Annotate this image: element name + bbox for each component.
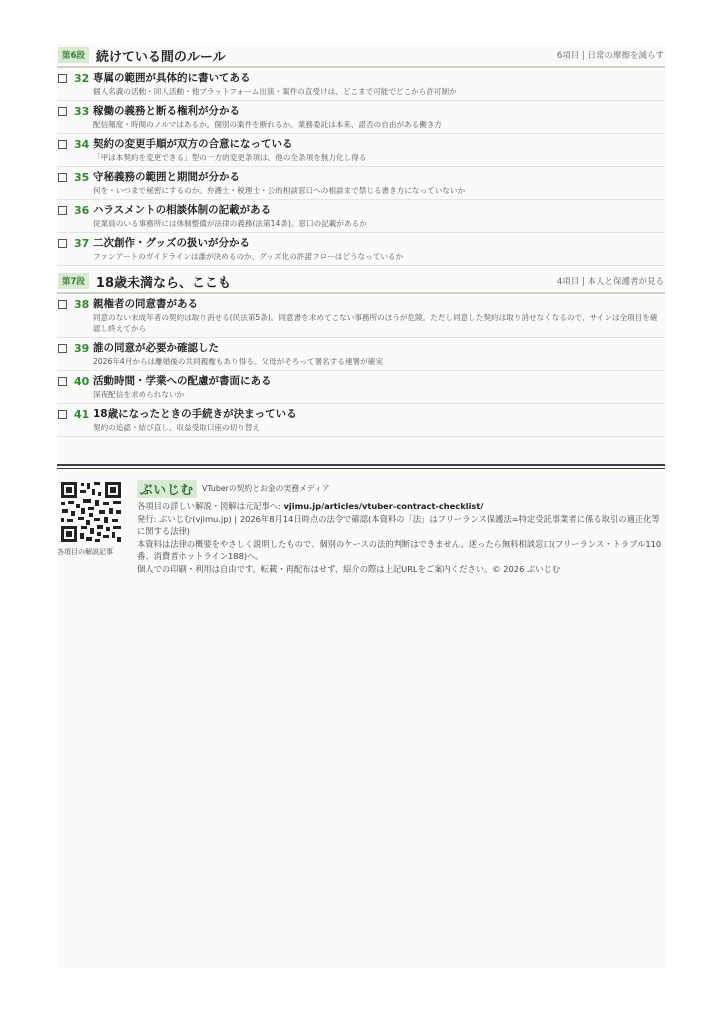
item-title: 活動時間・学業への配慮が書面にある xyxy=(93,375,272,387)
qr-code-icon[interactable] xyxy=(59,480,123,544)
checkbox[interactable] xyxy=(58,344,67,353)
footer-disclaimer-line: 本資料は法律の概要をやさしく説明したもので、個別のケースの法的判断はできません。迷ったら無料相談窓口(フリーランス・トラブル110番、消費者ホットライン188)へ。 xyxy=(137,538,662,561)
item-title: 契約の変更手順が双方の合意になっている xyxy=(93,138,293,150)
item-title: 親権者の同意書がある xyxy=(93,298,198,310)
article-link[interactable]: vjimu.jp/articles/vtuber-contract-checklist/ xyxy=(283,501,484,511)
checkbox[interactable] xyxy=(58,410,67,419)
section-badge: 第7段 xyxy=(58,273,89,289)
item-description: ファンアートのガイドラインは誰が決めるのか、グッズ化の許諾フローはどうなっているか xyxy=(93,252,404,261)
checkbox[interactable] xyxy=(58,239,67,248)
checkbox[interactable] xyxy=(58,74,67,83)
checklist-sheet xyxy=(57,44,665,968)
item-title: 誰の同意が必要か確認した xyxy=(93,342,219,354)
item-description: 従業員のいる事務所には体制整備が法律の義務(法第14条)。窓口の記載があるか xyxy=(93,219,367,228)
item-number: 34 xyxy=(74,138,90,151)
footer-usage-line: 個人での印刷・利用は自由です。転載・再配布はせず、紹介の際は上記URLをご案内ください。© 2026 ぶいじむ xyxy=(137,563,561,574)
item-title: ハラスメントの相談体制の記載がある xyxy=(93,204,272,216)
item-number: 41 xyxy=(74,408,90,421)
item-number: 36 xyxy=(74,204,90,217)
footer-publisher-line: 発行: ぶいじむ(vjimu.jp) | 2026年8月14日時点の法令で確認(本資料の「法」はフリーランス保護法=特定受託事業者に係る取引の適正化等に関する法律) xyxy=(137,513,660,536)
item-title: 稼働の義務と断る権利が分かる xyxy=(93,105,240,117)
checkbox[interactable] xyxy=(58,107,67,116)
section-header xyxy=(57,44,665,68)
checklist-item xyxy=(57,68,665,101)
checklist-item xyxy=(57,134,665,167)
section-meta: 4項目 | 本人と保護者が見る xyxy=(556,277,664,287)
checkbox[interactable] xyxy=(58,206,67,215)
qr-caption: 各項目の解説記事 xyxy=(57,548,113,556)
item-description: 2026年4月からは離婚後の共同親権もあり得る。父母がそろって署名する連署が確実 xyxy=(93,357,383,366)
checklist-item xyxy=(57,233,665,266)
item-number: 35 xyxy=(74,171,90,184)
item-description: 配信頻度・時間のノルマはあるか。個別の案件を断れるか。業務委託は本来、諾否の自由がある働き方 xyxy=(93,120,443,129)
checklist-item xyxy=(57,404,665,437)
checkbox[interactable] xyxy=(58,173,67,182)
footer-divider-thin xyxy=(57,468,665,469)
checkbox[interactable] xyxy=(58,377,67,386)
item-description: 深夜配信を求められないか xyxy=(93,390,185,399)
item-title: 18歳になったときの手続きが決まっている xyxy=(93,408,297,420)
item-description: 同意のない未成年者の契約は取り消せる(民法第5条)。同意書を求めてこない事務所のほうが危険。ただし同意した契約は取り消せなくなるので、サインは全項目を確認し終えてから xyxy=(93,313,658,333)
section-meta: 6項目 | 日常の摩擦を減らす xyxy=(556,51,664,61)
item-number: 39 xyxy=(74,342,90,355)
item-description: 「甲は本契約を変更できる」型の一方的変更条項は、他の全条項を無力化し得る xyxy=(93,153,367,162)
checklist-item xyxy=(57,338,665,371)
footer-divider xyxy=(57,464,665,466)
item-description: 何を・いつまで秘密にするのか。弁護士・税理士・公的相談窓口への相談まで禁じる書き方になっていないか xyxy=(93,186,466,195)
section-title: 18歳未満なら、ここも xyxy=(95,275,232,291)
checklist-item xyxy=(57,294,665,338)
footer-source-line xyxy=(137,500,665,513)
checklist-item xyxy=(57,371,665,404)
checklist-item xyxy=(57,101,665,134)
item-description: 個人名義の活動・同人活動・他プラットフォーム出演・案件の直受けは、どこまで可能でどこから許可制か xyxy=(93,87,457,96)
section-header xyxy=(57,270,665,294)
item-number: 38 xyxy=(74,298,90,311)
item-title: 守秘義務の範囲と期間が分かる xyxy=(93,171,240,183)
footer-source-prefix: 各項目の詳しい解説・図解は元記事へ: xyxy=(137,501,284,511)
item-title: 二次創作・グッズの扱いが分かる xyxy=(93,237,250,249)
section-badge: 第6段 xyxy=(58,47,89,63)
item-number: 32 xyxy=(74,72,90,85)
checklist-item xyxy=(57,200,665,233)
section-title: 続けている間のルール xyxy=(95,49,226,65)
brand-tagline: VTuberの契約とお金の実務メディア xyxy=(202,484,330,493)
item-title: 専属の範囲が具体的に書いてある xyxy=(93,72,251,84)
checkbox[interactable] xyxy=(58,300,67,309)
checklist-item xyxy=(57,167,665,200)
checkbox[interactable] xyxy=(58,140,67,149)
item-number: 33 xyxy=(74,105,90,118)
item-number: 37 xyxy=(74,237,90,250)
footer xyxy=(57,480,665,575)
item-number: 40 xyxy=(74,375,90,388)
brand-logo: ぶいじむ xyxy=(137,480,197,498)
item-description: 契約の追認・結び直し、収益受取口座の切り替え xyxy=(93,423,261,432)
